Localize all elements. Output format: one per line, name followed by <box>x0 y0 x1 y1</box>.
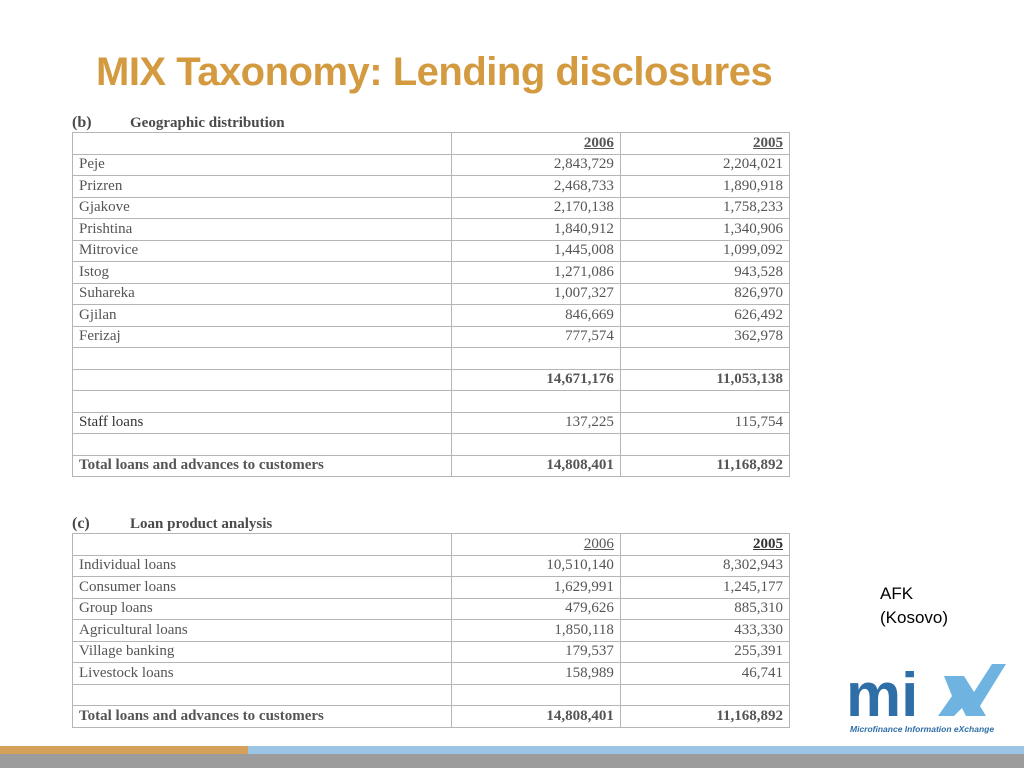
region-label: Istog <box>73 262 452 284</box>
blank-row <box>73 348 790 370</box>
region-value-2006: 846,669 <box>451 305 620 327</box>
region-label: Prishtina <box>73 219 452 241</box>
region-value-2006: 2,468,733 <box>451 176 620 198</box>
product-row <box>73 641 790 663</box>
subtotal-2006: 14,671,176 <box>451 369 620 391</box>
loan-product-analysis-table <box>72 533 790 728</box>
region-label: Ferizaj <box>73 326 452 348</box>
region-value-2005: 362,978 <box>620 326 789 348</box>
footer-gray-bar <box>0 754 1024 768</box>
product-value-2005: 8,302,943 <box>620 555 789 577</box>
product-label: Consumer loans <box>73 577 452 599</box>
region-value-2005: 626,492 <box>620 305 789 327</box>
total-row <box>73 455 790 477</box>
product-value-2005: 46,741 <box>620 663 789 685</box>
region-row <box>73 219 790 241</box>
staff-loans-label: Staff loans <box>73 412 452 434</box>
total-2005: 11,168,892 <box>620 455 789 477</box>
product-value-2006: 179,537 <box>451 641 620 663</box>
section-title-geographic: Geographic distribution <box>130 115 285 131</box>
region-value-2006: 2,843,729 <box>451 154 620 176</box>
total-label: Total loans and advances to customers <box>73 706 452 728</box>
product-value-2005: 255,391 <box>620 641 789 663</box>
region-value-2005: 943,528 <box>620 262 789 284</box>
product-value-2006: 479,626 <box>451 598 620 620</box>
footer-blue-bar <box>248 746 1024 754</box>
section-letter-c: (c) <box>72 515 90 532</box>
region-label: Gjakove <box>73 197 452 219</box>
staff-loans-2006: 137,225 <box>451 412 620 434</box>
product-section-heading <box>66 507 792 533</box>
region-row <box>73 326 790 348</box>
logo-x-mark <box>938 664 1006 716</box>
total-label: Total loans and advances to customers <box>73 455 452 477</box>
product-label: Group loans <box>73 598 452 620</box>
page-title: MIX Taxonomy: Lending disclosures <box>96 50 773 94</box>
table-header-row <box>73 534 790 556</box>
region-value-2005: 1,758,233 <box>620 197 789 219</box>
region-row <box>73 240 790 262</box>
region-value-2005: 2,204,021 <box>620 154 789 176</box>
region-label: Suhareka <box>73 283 452 305</box>
region-label: Peje <box>73 154 452 176</box>
institution-caption <box>880 582 948 630</box>
section-letter-b: (b) <box>72 114 92 131</box>
product-label: Village banking <box>73 641 452 663</box>
product-value-2006: 1,629,991 <box>451 577 620 599</box>
mix-logo-mark <box>846 656 1006 722</box>
column-header-2005: 2005 <box>753 134 783 151</box>
region-value-2006: 1,445,008 <box>451 240 620 262</box>
product-label: Individual loans <box>73 555 452 577</box>
column-header-2005: 2005 <box>753 535 783 552</box>
product-value-2005: 1,245,177 <box>620 577 789 599</box>
logo-tagline: Microfinance Information eXchange <box>850 724 995 734</box>
region-value-2005: 826,970 <box>620 283 789 305</box>
product-row <box>73 555 790 577</box>
region-row <box>73 197 790 219</box>
region-label: Gjilan <box>73 305 452 327</box>
product-value-2006: 1,850,118 <box>451 620 620 642</box>
table-header-row <box>73 133 790 155</box>
region-value-2006: 1,840,912 <box>451 219 620 241</box>
region-row <box>73 154 790 176</box>
caption-line-2: (Kosovo) <box>880 608 949 627</box>
product-row <box>73 598 790 620</box>
total-row <box>73 706 790 728</box>
total-2006: 14,808,401 <box>451 455 620 477</box>
product-row <box>73 577 790 599</box>
subtotal-row <box>73 369 790 391</box>
product-value-2005: 433,330 <box>620 620 789 642</box>
region-value-2006: 1,271,086 <box>451 262 620 284</box>
staff-loans-2005: 115,754 <box>620 412 789 434</box>
product-row <box>73 620 790 642</box>
blank-row <box>73 434 790 456</box>
blank-row <box>73 684 790 706</box>
product-label: Livestock loans <box>73 663 452 685</box>
product-value-2005: 885,310 <box>620 598 789 620</box>
product-row <box>73 663 790 685</box>
region-label: Prizren <box>73 176 452 198</box>
mix-logo <box>846 656 1006 738</box>
region-value-2005: 1,890,918 <box>620 176 789 198</box>
region-value-2005: 1,099,092 <box>620 240 789 262</box>
footer-orange-bar <box>0 746 248 754</box>
product-label: Agricultural loans <box>73 620 452 642</box>
staff-loans-row <box>73 412 790 434</box>
region-label: Mitrovice <box>73 240 452 262</box>
region-value-2006: 2,170,138 <box>451 197 620 219</box>
column-header-2006: 2006 <box>583 134 614 151</box>
blank-row <box>73 391 790 413</box>
region-row <box>73 176 790 198</box>
product-value-2006: 158,989 <box>451 663 620 685</box>
region-row <box>73 283 790 305</box>
region-row <box>73 305 790 327</box>
total-2006: 14,808,401 <box>451 706 620 728</box>
logo-wordmark: mi <box>846 661 919 722</box>
region-value-2005: 1,340,906 <box>620 219 789 241</box>
region-value-2006: 1,007,327 <box>451 283 620 305</box>
total-2005: 11,168,892 <box>620 706 789 728</box>
subtotal-2005: 11,053,138 <box>620 369 789 391</box>
caption-line-1: AFK <box>880 584 914 603</box>
column-header-2006: 2006 <box>583 535 614 552</box>
geographic-distribution-table <box>72 132 790 477</box>
region-value-2006: 777,574 <box>451 326 620 348</box>
section-title-product: Loan product analysis <box>130 516 273 532</box>
product-value-2006: 10,510,140 <box>451 555 620 577</box>
region-row <box>73 262 790 284</box>
geographic-section-heading <box>66 106 792 132</box>
scanned-financial-statement <box>66 106 792 728</box>
